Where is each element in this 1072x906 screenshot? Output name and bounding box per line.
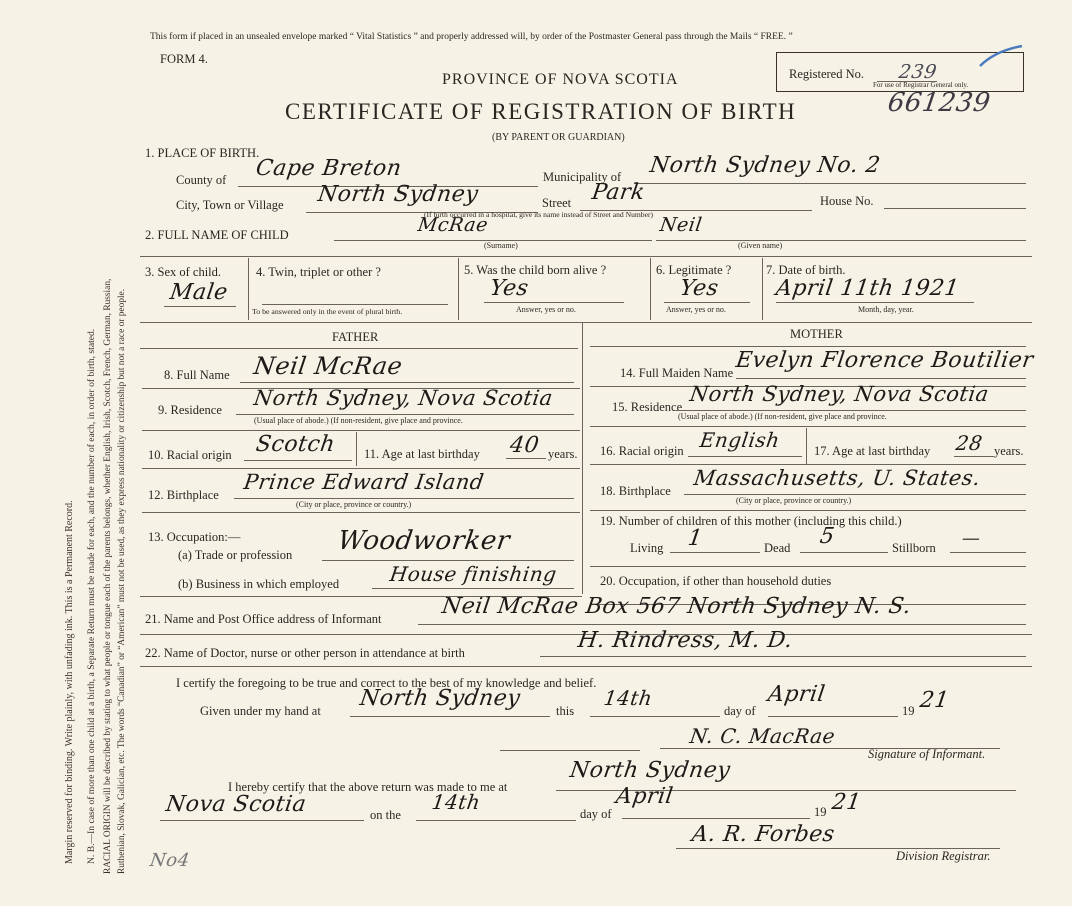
- margin-line-4: Ruthenian, Slovak, Galician, etc. The words “Canadian” or “American” must not be used, as they express nationality or citizenship but not a race or people.: [117, 288, 127, 874]
- given-note: (Given name): [738, 241, 783, 250]
- date-note: Month, day, year.: [858, 305, 914, 314]
- registrar-signature: A. R. Forbes: [690, 822, 837, 847]
- stillborn-count: —: [960, 528, 982, 549]
- sex-label: 3. Sex of child.: [145, 265, 222, 279]
- mother-heading: MOTHER: [790, 327, 843, 341]
- town-label: City, Town or Village: [176, 198, 284, 212]
- registrar-year-suffix: 21: [830, 790, 863, 815]
- alive-note: Answer, yes or no.: [516, 305, 576, 314]
- certify-year-prefix: 19: [902, 704, 915, 718]
- dead-label: Dead: [764, 541, 791, 555]
- registrar-day-of-label: day of: [580, 807, 612, 821]
- twin-label: 4. Twin, triplet or other ?: [256, 265, 381, 279]
- handwritten-file-number: 661239: [885, 88, 993, 118]
- child-surname: McRae: [416, 214, 490, 236]
- occupation-label: 13. Occupation:—: [148, 530, 241, 544]
- place-of-birth-label: 1. PLACE OF BIRTH.: [145, 146, 260, 160]
- father-business: House finishing: [388, 562, 559, 586]
- registrar-day: 14th: [430, 790, 483, 814]
- informant-signature-label: Signature of Informant.: [868, 747, 986, 761]
- living-label: Living: [630, 541, 664, 555]
- sex-value: Male: [168, 280, 230, 305]
- mother-birthplace: Massachusetts, U. States.: [692, 466, 983, 490]
- certify-month: April: [766, 682, 827, 707]
- mother-race-label: 16. Racial origin: [600, 444, 684, 458]
- father-birthplace: Prince Edward Island: [242, 470, 486, 494]
- margin-line-3: RACIAL ORIGIN will be described by stating to what people or tongue each of the parents belongs, whether English, Irish, Scotch, French, German, Russian,: [103, 278, 113, 874]
- county-value: Cape Breton: [254, 156, 404, 181]
- margin-line-1: Margin reserved for binding. Write plainly, with unfading ink. This is a Permanent Record.: [64, 500, 75, 864]
- page-title: CERTIFICATE OF REGISTRATION OF BIRTH: [285, 99, 797, 124]
- children-count-label: 19. Number of children of this mother (including this child.): [600, 514, 902, 528]
- registered-label: Registered No.: [789, 67, 864, 81]
- father-residence-label: 9. Residence: [158, 403, 222, 417]
- certify-day: 14th: [602, 686, 655, 710]
- twin-note: To be answered only in the event of plural birth.: [252, 307, 403, 316]
- registrar-month: April: [614, 784, 675, 809]
- mother-race: English: [698, 428, 782, 452]
- mother-residence: North Sydney, Nova Scotia: [688, 382, 991, 406]
- certify-place: North Sydney: [358, 686, 522, 711]
- corner-note: No4: [148, 850, 192, 871]
- street-value: Park: [590, 180, 647, 205]
- child-given-name: Neil: [658, 214, 704, 236]
- informant-label: 21. Name and Post Office address of Informant: [145, 612, 382, 626]
- registrar-label: Division Registrar.: [896, 849, 991, 863]
- registrar-place: North Sydney: [568, 758, 732, 783]
- father-birthplace-note: (City or place, province or country.): [296, 500, 412, 509]
- given-under-label: Given under my hand at: [200, 704, 321, 718]
- legit-label: 6. Legitimate ?: [656, 263, 732, 277]
- mother-age-unit: years.: [994, 444, 1024, 458]
- registered-number: 239: [897, 61, 939, 83]
- father-trade: Woodworker: [335, 526, 512, 556]
- father-residence: North Sydney, Nova Scotia: [252, 386, 555, 410]
- province-heading: PROVINCE OF NOVA SCOTIA: [442, 71, 679, 88]
- mother-name-label: 14. Full Maiden Name: [620, 366, 734, 380]
- doctor-value: H. Rindress, M. D.: [576, 628, 795, 653]
- town-value: North Sydney: [316, 182, 480, 207]
- registrar-year-prefix: 19: [814, 805, 827, 819]
- mother-residence-note: (Usual place of abode.) (If non-resident, give place and province.: [678, 412, 887, 421]
- informant-value: Neil McRae Box 567 North Sydney N. S.: [440, 594, 913, 619]
- mother-birthplace-note: (City or place, province or country.): [736, 496, 852, 505]
- registrar-statement: I hereby certify that the above return was made to me at: [228, 780, 508, 794]
- mother-occupation-label: 20. Occupation, if other than household duties: [600, 574, 832, 588]
- hospital-note: (If birth occurred in a hospital, give its name instead of Street and Number): [424, 210, 654, 219]
- stillborn-label: Stillborn: [892, 541, 936, 555]
- registered-note: For use of Registrar General only.: [873, 81, 969, 89]
- margin-line-2: N. B.—In case of more than one child at a birth, a Separate Return must be made for each, and the number of each, in order of birth, stated.: [86, 328, 97, 864]
- doctor-label: 22. Name of Doctor, nurse or other person in attendance at birth: [145, 646, 465, 660]
- date-label: 7. Date of birth.: [766, 263, 846, 277]
- father-age-unit: years.: [548, 447, 578, 461]
- municipality-value: North Sydney No. 2: [648, 153, 883, 178]
- registrar-place-2: Nova Scotia: [164, 792, 308, 817]
- mail-notice: This form if placed in an unsealed envelope marked “ Vital Statistics ” and properly addressed will, by order of the Postmaster General pass through the Mails “ FREE. ”: [150, 32, 793, 42]
- mother-name: Evelyn Florence Boutilier: [734, 348, 1036, 373]
- child-name-label: 2. FULL NAME OF CHILD: [145, 228, 289, 242]
- alive-label: 5. Was the child born alive ?: [464, 263, 607, 277]
- mother-age-label: 17. Age at last birthday: [814, 444, 931, 458]
- page-subtitle: (BY PARENT OR GUARDIAN): [492, 132, 625, 143]
- check-mark-icon: [978, 44, 1024, 68]
- father-residence-note: (Usual place of abode.) (If non-resident, give place and province.: [254, 416, 463, 425]
- form-number: FORM 4.: [160, 52, 208, 66]
- father-race: Scotch: [254, 432, 337, 457]
- registrar-on-the-label: on the: [370, 808, 401, 822]
- informant-signature: N. C. MacRae: [688, 724, 837, 748]
- street-label: Street: [542, 196, 572, 210]
- trade-label: (a) Trade or profession: [178, 548, 293, 562]
- business-label: (b) Business in which employed: [178, 577, 340, 591]
- father-age-label: 11. Age at last birthday: [364, 447, 480, 461]
- father-birthplace-label: 12. Birthplace: [148, 488, 219, 502]
- certify-statement: I certify the foregoing to be true and correct to the best of my knowledge and belief.: [176, 676, 597, 690]
- certify-day-of-label: day of: [724, 704, 756, 718]
- house-label: House No.: [820, 194, 874, 208]
- dead-count: 5: [818, 524, 837, 549]
- certify-this-label: this: [556, 704, 575, 718]
- date-value: April 11th 1921: [774, 276, 961, 301]
- mother-birthplace-label: 18. Birthplace: [600, 484, 671, 498]
- father-race-label: 10. Racial origin: [148, 448, 232, 462]
- surname-note: (Surname): [484, 241, 518, 250]
- alive-value: Yes: [488, 276, 531, 301]
- certify-year-suffix: 21: [918, 688, 951, 713]
- mother-residence-label: 15. Residence: [612, 400, 683, 414]
- legit-note: Answer, yes or no.: [666, 305, 726, 314]
- county-label: County of: [176, 173, 227, 187]
- father-heading: FATHER: [332, 330, 379, 344]
- municipality-label: Municipality of: [543, 170, 622, 184]
- father-age: 40: [508, 433, 541, 458]
- living-count: 1: [686, 526, 705, 551]
- father-name-label: 8. Full Name: [164, 368, 230, 382]
- binding-margin: [0, 0, 140, 906]
- legit-value: Yes: [678, 276, 721, 301]
- mother-age: 28: [954, 431, 985, 455]
- father-name: Neil McRae: [252, 352, 405, 380]
